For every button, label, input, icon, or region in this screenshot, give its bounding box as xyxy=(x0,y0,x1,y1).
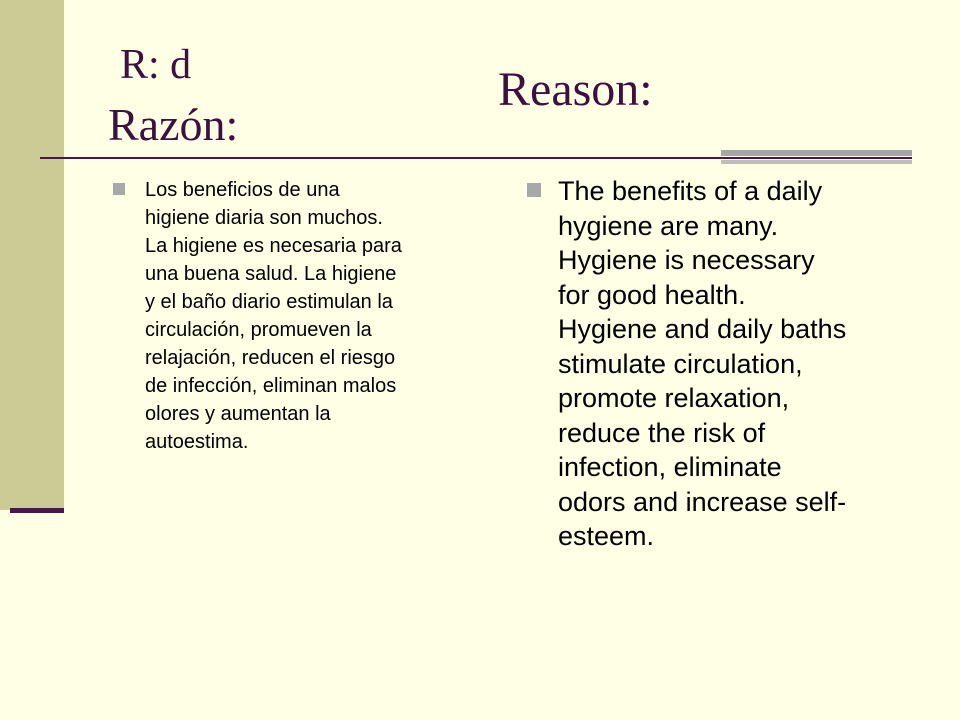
spanish-line: Los beneficios de una xyxy=(145,179,340,201)
english-line: promote relaxation, xyxy=(558,383,790,413)
spanish-line: y el baño diario estimulan la xyxy=(145,291,393,313)
square-bullet-icon xyxy=(113,183,125,195)
title-rule-gray-accent xyxy=(721,150,912,156)
spanish-line: circulación, promueven la xyxy=(145,319,372,341)
spanish-line: higiene diaria son muchos. xyxy=(145,207,383,229)
spanish-column xyxy=(113,176,493,456)
spanish-bullet-text xyxy=(145,176,493,456)
english-line: odors and increase self- xyxy=(558,486,847,517)
english-line: infection, eliminate xyxy=(558,452,782,482)
spanish-line: olores y aumentan la xyxy=(145,403,331,425)
english-line: esteem. xyxy=(558,521,655,551)
reason-title: Reason: xyxy=(498,63,653,116)
english-line: stimulate circulation, xyxy=(558,348,803,379)
spanish-line: relajación, reducen el riesgo xyxy=(145,347,396,369)
spanish-bullet-item xyxy=(113,176,493,456)
english-line: Hygiene is necessary xyxy=(558,245,815,275)
left-accent-underline xyxy=(10,508,64,513)
spanish-line: de infección, eliminan malos xyxy=(145,375,397,397)
left-accent-band xyxy=(0,0,64,510)
spanish-line: una buena salud. La higiene xyxy=(145,263,397,285)
english-line: for good health. xyxy=(558,279,746,310)
english-line: hygiene are many. xyxy=(558,210,779,241)
title-divider xyxy=(40,157,912,159)
spanish-line: autoestima. xyxy=(145,431,249,453)
english-bullet-text xyxy=(558,174,912,554)
razon-title: Razón: xyxy=(108,99,239,150)
english-line: Hygiene and daily baths xyxy=(558,314,847,344)
title-rule-gray-accent-lower xyxy=(721,160,912,164)
english-bullet-item xyxy=(527,174,912,554)
english-column xyxy=(527,174,912,554)
english-line: reduce the risk of xyxy=(558,417,766,448)
square-bullet-icon xyxy=(527,183,541,197)
answer-title: R: d xyxy=(120,42,192,88)
english-line: The benefits of a daily xyxy=(558,176,823,206)
spanish-line: La higiene es necesaria para xyxy=(145,235,402,257)
